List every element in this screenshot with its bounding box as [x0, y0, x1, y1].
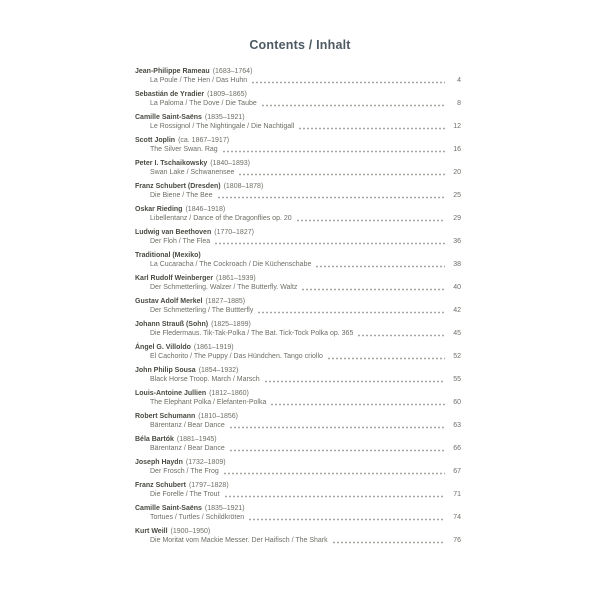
work-title: Die Moritat vom Mackie Messer. Der Haifisch / The Shark [150, 537, 328, 544]
page-number: 55 [453, 376, 461, 383]
work-line [135, 536, 461, 545]
composer-line [135, 366, 461, 375]
page-number: 20 [453, 169, 461, 176]
composer-dates: (1732–1809) [185, 459, 226, 466]
work-title: Die Biene / The Bee [150, 192, 213, 199]
toc-entry [135, 527, 461, 545]
composer-dates: (1810–1856) [198, 413, 238, 420]
composer-dates: (1861–1919) [193, 344, 234, 351]
composer-line [135, 504, 461, 513]
composer-line [135, 412, 461, 421]
page-number: 66 [453, 445, 461, 452]
work-title: Der Schmetterling / The Buttterfly [150, 307, 254, 314]
composer-name: Oskar Rieding [135, 206, 183, 213]
page-title: Contents / Inhalt [249, 38, 351, 52]
work-line [135, 76, 461, 85]
page-number: 42 [453, 307, 461, 314]
composer-line [135, 113, 461, 122]
dot-leader [327, 354, 445, 361]
composer-dates: (1827–1885) [205, 298, 246, 305]
work-title: The Silver Swan. Rag [150, 146, 218, 153]
work-line [135, 237, 461, 246]
composer-dates: (1808–1878) [223, 183, 264, 190]
toc-entry [135, 343, 461, 361]
composer-line [135, 274, 461, 283]
dot-leader [238, 170, 445, 177]
toc-entry [135, 458, 461, 476]
dot-leader [296, 216, 445, 223]
dot-leader [224, 492, 445, 499]
work-line [135, 191, 461, 200]
page-number: 25 [453, 192, 461, 199]
composer-line [135, 389, 461, 398]
work-title: Black Horse Troop. March / Marsch [150, 376, 260, 383]
composer-dates: (1835–1921) [204, 505, 245, 512]
composer-dates: (1854–1932) [198, 367, 239, 374]
work-title: Der Frosch / The Frog [150, 468, 219, 475]
composer-dates: (1812–1860) [209, 390, 249, 397]
toc-entry [135, 274, 461, 292]
work-title: Le Rossignol / The Nightingale / Die Nachtigall [150, 123, 295, 130]
composer-name: Ludwig van Beethoven [135, 229, 212, 236]
dot-leader [214, 239, 445, 246]
composer-line [135, 320, 461, 329]
composer-line [135, 182, 461, 191]
dot-leader [248, 515, 445, 522]
work-title: La Poule / The Hen / Das Huhn [150, 77, 248, 84]
composer-dates: (1683–1764) [212, 68, 253, 75]
dot-leader [222, 147, 445, 154]
contents-list [135, 67, 461, 550]
toc-entry [135, 435, 461, 453]
page-number: 8 [457, 100, 461, 107]
page-number: 45 [453, 330, 461, 337]
dot-leader [217, 193, 445, 200]
work-line [135, 283, 461, 292]
work-title: Bärentanz / Bear Dance [150, 445, 225, 452]
composer-line [135, 458, 461, 467]
page-number: 52 [453, 353, 461, 360]
page-number: 60 [453, 399, 461, 406]
toc-entry [135, 228, 461, 246]
composer-name: Louis-Antoine Jullien [135, 390, 207, 397]
work-line [135, 444, 461, 453]
work-line [135, 398, 461, 407]
composer-name: Johann Strauß (Sohn) [135, 321, 209, 328]
composer-line [135, 205, 461, 214]
work-title: Libellentanz / Dance of the Dragonflies op. 20 [150, 215, 292, 222]
work-title: La Paloma / The Dove / Die Taube [150, 100, 257, 107]
composer-name: Traditional (Mexiko) [135, 252, 201, 259]
composer-dates: (1840–1893) [210, 160, 250, 167]
composer-name: Kurt Weill [135, 528, 168, 535]
composer-line [135, 159, 461, 168]
composer-name: Scott Joplin [135, 137, 176, 144]
composer-name: Camille Saint-Saëns [135, 114, 202, 121]
work-line [135, 421, 461, 430]
dot-leader [251, 78, 445, 85]
toc-entry [135, 504, 461, 522]
work-line [135, 352, 461, 361]
composer-name: Ángel G. Villoldo [135, 344, 191, 351]
composer-line [135, 67, 461, 76]
composer-dates: (1861–1939) [216, 275, 256, 282]
composer-dates: (1809–1865) [207, 91, 247, 98]
composer-line [135, 297, 461, 306]
composer-name: Karl Rudolf Weinberger [135, 275, 214, 282]
work-title: Die Forelle / The Trout [150, 491, 220, 498]
composer-name: Camille Saint-Saëns [135, 505, 202, 512]
page-number: 36 [453, 238, 461, 245]
dot-leader [261, 101, 445, 108]
composer-dates: (1825–1899) [211, 321, 251, 328]
composer-line [135, 251, 461, 260]
dot-leader [264, 377, 445, 384]
composer-line [135, 527, 461, 536]
work-line [135, 99, 461, 108]
page-number: 74 [453, 514, 461, 521]
page-number: 71 [453, 491, 461, 498]
toc-entry [135, 67, 461, 85]
composer-name: Gustav Adolf Merkel [135, 298, 203, 305]
toc-entry [135, 159, 461, 177]
page-number: 67 [453, 468, 461, 475]
page-number: 38 [453, 261, 461, 268]
toc-entry [135, 251, 461, 269]
toc-entry [135, 389, 461, 407]
composer-name: Béla Bartók [135, 436, 174, 443]
composer-line [135, 435, 461, 444]
composer-line [135, 90, 461, 99]
toc-entry [135, 366, 461, 384]
composer-line [135, 481, 461, 490]
composer-name: Peter I. Tschaikowsky [135, 160, 208, 167]
page-number: 12 [453, 123, 461, 130]
dot-leader [223, 469, 445, 476]
page-number: 76 [453, 537, 461, 544]
work-title: Der Floh / The Flea [150, 238, 211, 245]
work-line [135, 513, 461, 522]
dot-leader [332, 538, 445, 545]
toc-entry [135, 113, 461, 131]
work-title: Der Schmetterling. Walzer / The Butterfly. Waltz [150, 284, 298, 291]
work-line [135, 490, 461, 499]
composer-dates: (ca. 1867–1917) [178, 137, 230, 144]
work-title: Bärentanz / Bear Dance [150, 422, 225, 429]
composer-name: Robert Schumann [135, 413, 196, 420]
work-line [135, 145, 461, 154]
toc-entry [135, 412, 461, 430]
toc-entry [135, 90, 461, 108]
work-line [135, 168, 461, 177]
page-number: 29 [453, 215, 461, 222]
toc-entry [135, 205, 461, 223]
work-line [135, 329, 461, 338]
composer-line [135, 136, 461, 145]
composer-dates: (1797–1828) [188, 482, 229, 489]
work-line [135, 467, 461, 476]
toc-entry [135, 320, 461, 338]
page-number: 63 [453, 422, 461, 429]
work-title: El Cachorito / The Puppy / Das Hündchen. Tango criollo [150, 353, 323, 360]
toc-entry [135, 481, 461, 499]
toc-entry [135, 136, 461, 154]
composer-dates: (1900–1950) [170, 528, 211, 535]
composer-dates: (1835–1921) [204, 114, 245, 121]
composer-name: Joseph Haydn [135, 459, 183, 466]
composer-name: Jean-Philippe Rameau [135, 68, 210, 75]
page-number: 40 [453, 284, 461, 291]
dot-leader [229, 446, 445, 453]
composer-line [135, 343, 461, 352]
work-line [135, 375, 461, 384]
composer-name: John Philip Sousa [135, 367, 196, 374]
page-number: 16 [453, 146, 461, 153]
work-title: Tortues / Turtles / Schildkröten [150, 514, 245, 521]
work-line [135, 214, 461, 223]
work-line [135, 306, 461, 315]
composer-dates: (1770–1827) [214, 229, 254, 236]
work-title: The Elephant Polka / Elefanten-Polka [150, 399, 267, 406]
dot-leader [315, 262, 445, 269]
work-title: Swan Lake / Schwanensee [150, 169, 235, 176]
composer-name: Sebastián de Yradier [135, 91, 205, 98]
work-line [135, 260, 461, 269]
page-number: 4 [457, 77, 461, 84]
composer-dates: (1881–1945) [176, 436, 217, 443]
dot-leader [357, 331, 445, 338]
dot-leader [229, 423, 445, 430]
toc-entry [135, 182, 461, 200]
composer-name: Franz Schubert [135, 482, 186, 489]
toc-entry [135, 297, 461, 315]
dot-leader [270, 400, 445, 407]
dot-leader [257, 308, 445, 315]
composer-line [135, 228, 461, 237]
work-title: La Cucaracha / The Cockroach / Die Küchenschabe [150, 261, 312, 268]
work-title: Die Fledermaus. Tik-Tak-Polka / The Bat. Tick-Tock Polka op. 365 [150, 330, 354, 337]
composer-dates: (1846–1918) [185, 206, 226, 213]
dot-leader [298, 124, 445, 131]
composer-name: Franz Schubert (Dresden) [135, 183, 221, 190]
work-line [135, 122, 461, 131]
dot-leader [301, 285, 445, 292]
